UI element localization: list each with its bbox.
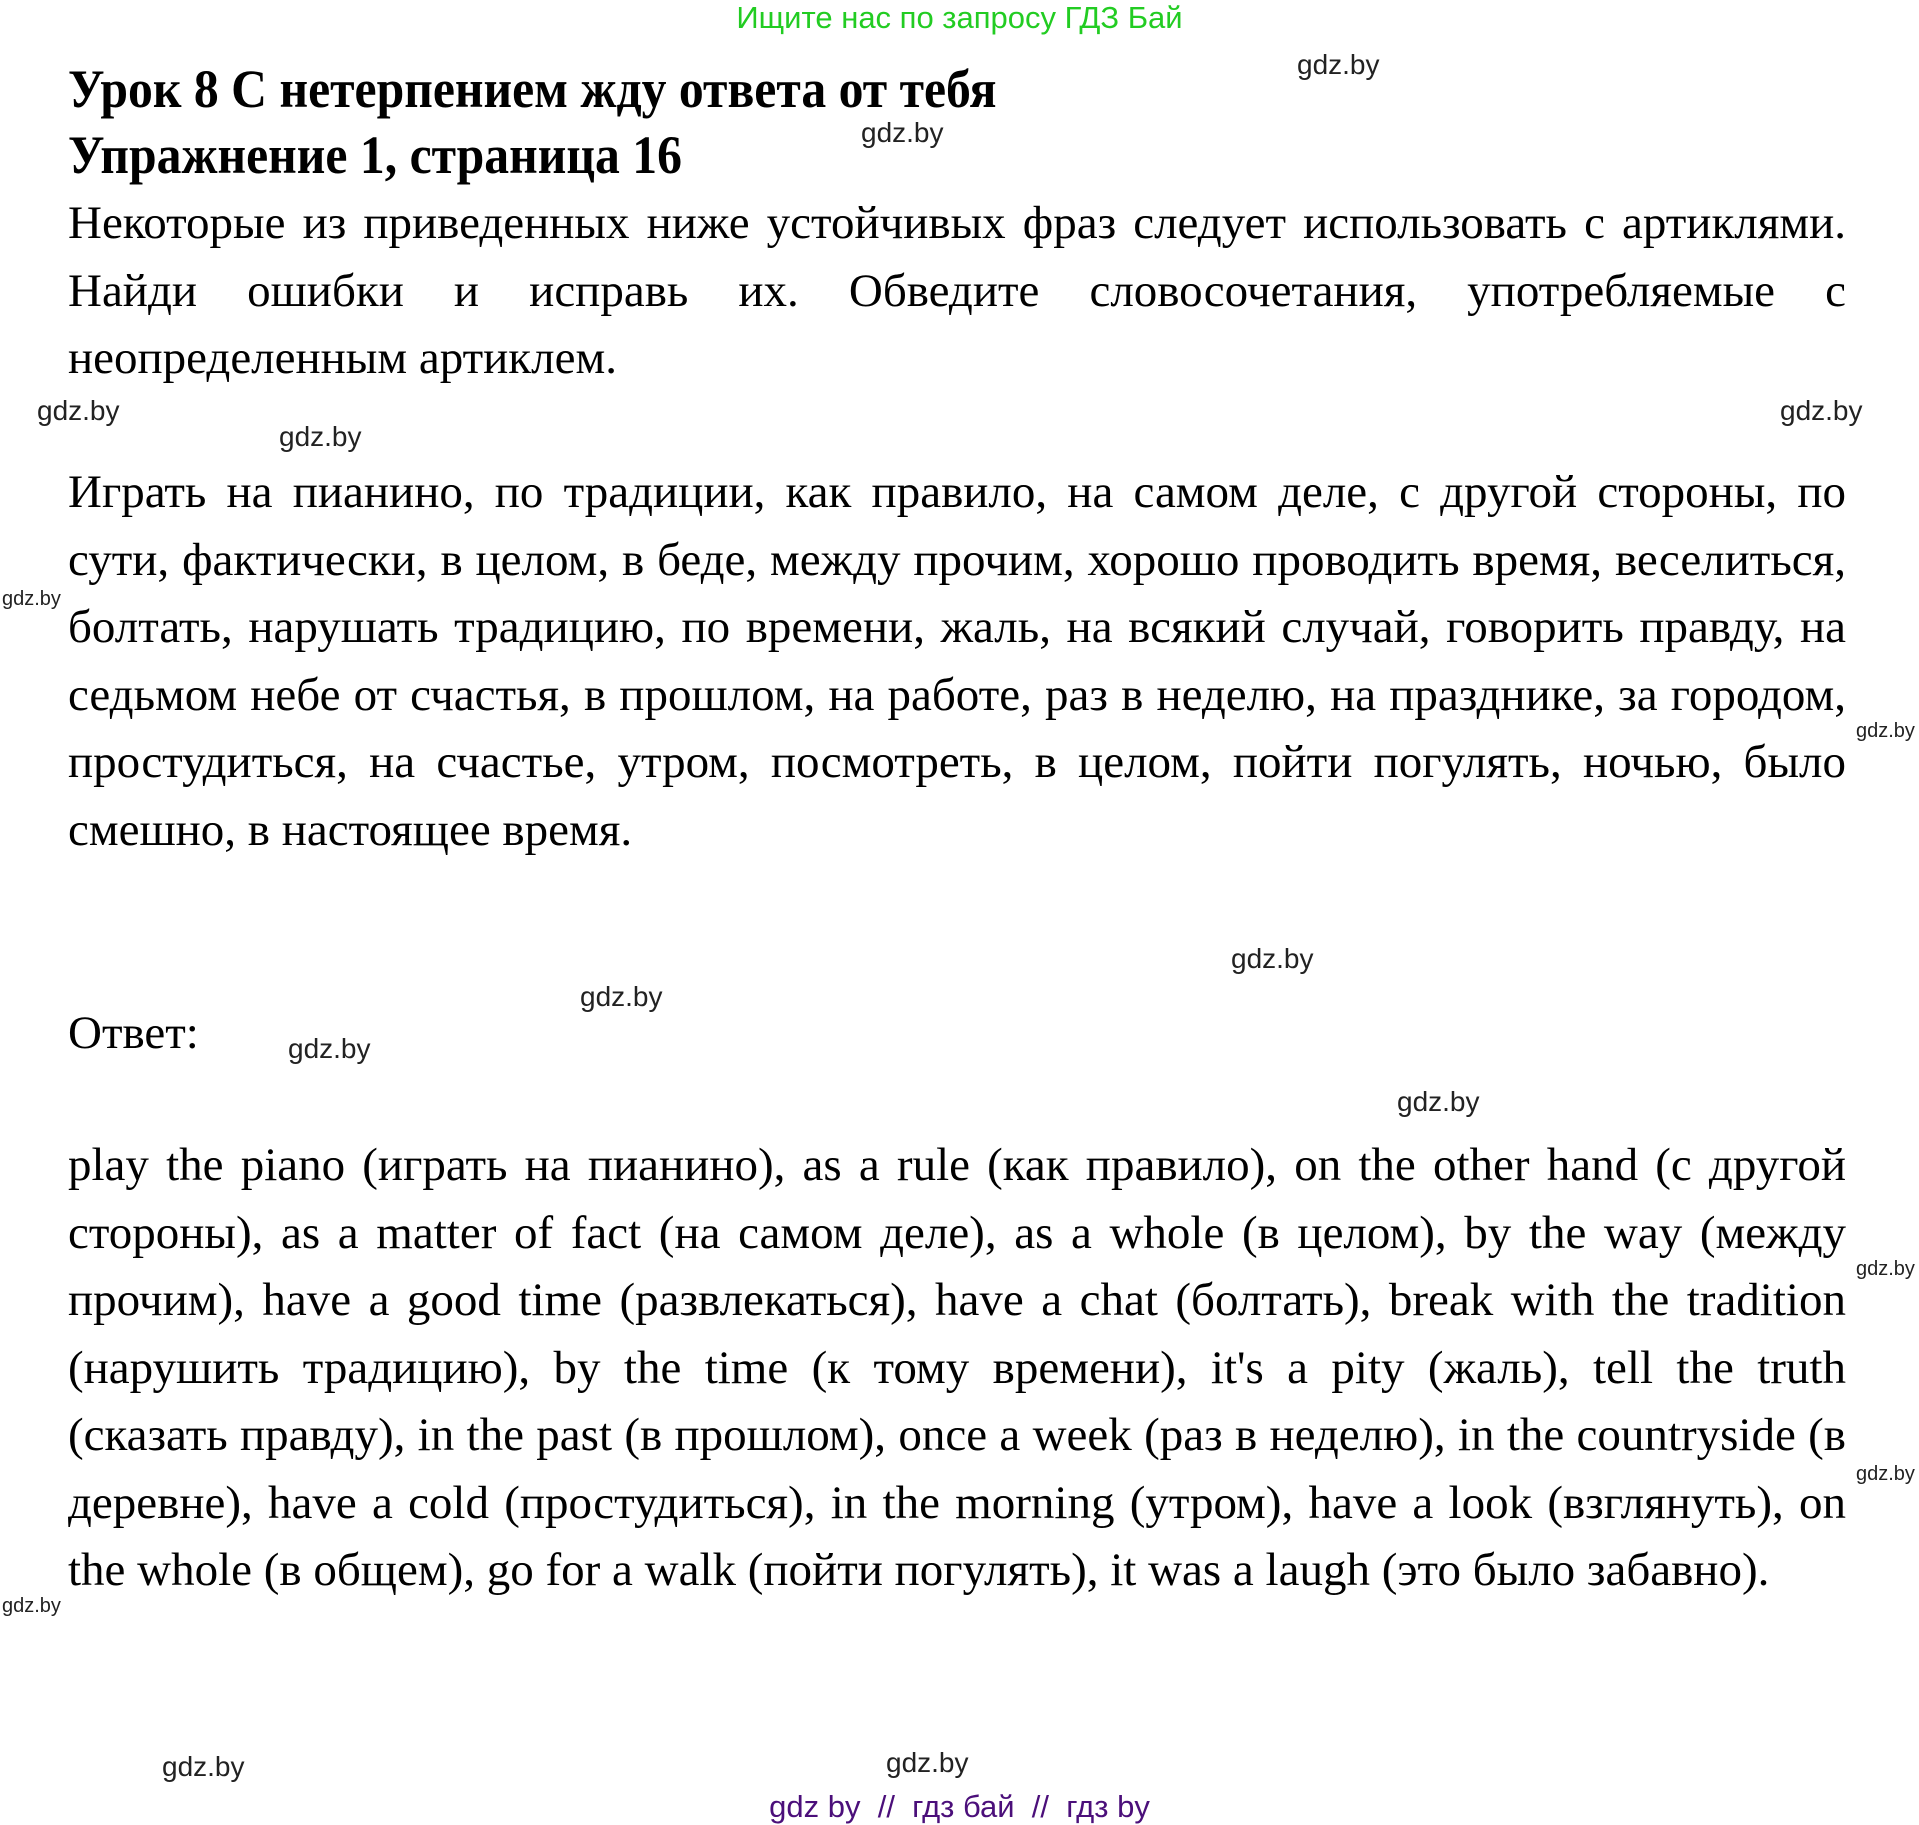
watermark: gdz.by	[288, 1033, 371, 1064]
watermark: gdz.by	[162, 1751, 245, 1782]
exercise-title: Упражнение 1, страница 16	[68, 125, 682, 185]
watermark: gdz.by	[1780, 395, 1863, 426]
watermark: gdz.by	[1397, 1086, 1480, 1117]
answer-label: Ответ:	[68, 1007, 199, 1059]
watermark: gdz.by	[2, 1595, 61, 1617]
watermark: gdz.by	[37, 395, 120, 426]
lesson-title: Урок 8 С нетерпением жду ответа от тебя	[68, 59, 997, 119]
task-text: Некоторые из приведенных ниже устойчивых фраз следует использовать с артиклями. Найди ошибки и исправь их. Обведите словосочетания, употребляемые с неопределенным артиклем.	[68, 197, 1846, 384]
phrases-text: Играть на пианино, по традиции, как правило, на самом деле, с другой стороны, по сути, фактически, в целом, в беде, между прочим, хорошо проводить время, веселиться, болтать, нарушать традицию, по времени, жаль, на всякий случай, говорить правду, на седьмом небе от счастья, в прошлом, на работе, раз в неделю, на празднике, за городом, простудиться, на счастье, утром, посмотреть, в целом, пойти погулять, ночью, было смешно, в настоящее время.	[68, 466, 1846, 856]
search-banner: Ищите нас по запросу ГДЗ Бай	[736, 0, 1183, 35]
watermark: gdz.by	[1231, 943, 1314, 974]
watermark: gdz.by	[1297, 49, 1380, 80]
watermark: gdz.by	[2, 588, 61, 610]
watermark: gdz.by	[886, 1747, 969, 1778]
answer-text: play the piano (играть на пианино), as a rule (как правило), on the other hand (с другой стороны), as a matter of fact (на самом деле), as a whole (в целом), by the way (между прочим), have a good time (развлекаться), have a chat (болтать), break with the tradition (нарушить традицию), by the time (к тому времени), it's a pity (жаль), tell the truth (сказать правду), in the past (в прошлом), once a week (раз в неделю), in the countryside (в деревне), have a cold (простудиться), in the morning (утром), have a look (взглянуть), on the whole (в общем), go for a walk (пойти погулять), it was a laugh (это было забавно).	[68, 1139, 1846, 1596]
footer-links: gdz by // гдз бай // гдз by	[769, 1789, 1150, 1824]
watermark: gdz.by	[1856, 720, 1915, 742]
watermark: gdz.by	[1856, 1463, 1915, 1485]
watermark: gdz.by	[1856, 1258, 1915, 1280]
watermark: gdz.by	[580, 981, 663, 1012]
watermark: gdz.by	[279, 421, 362, 452]
watermark: gdz.by	[861, 117, 944, 148]
